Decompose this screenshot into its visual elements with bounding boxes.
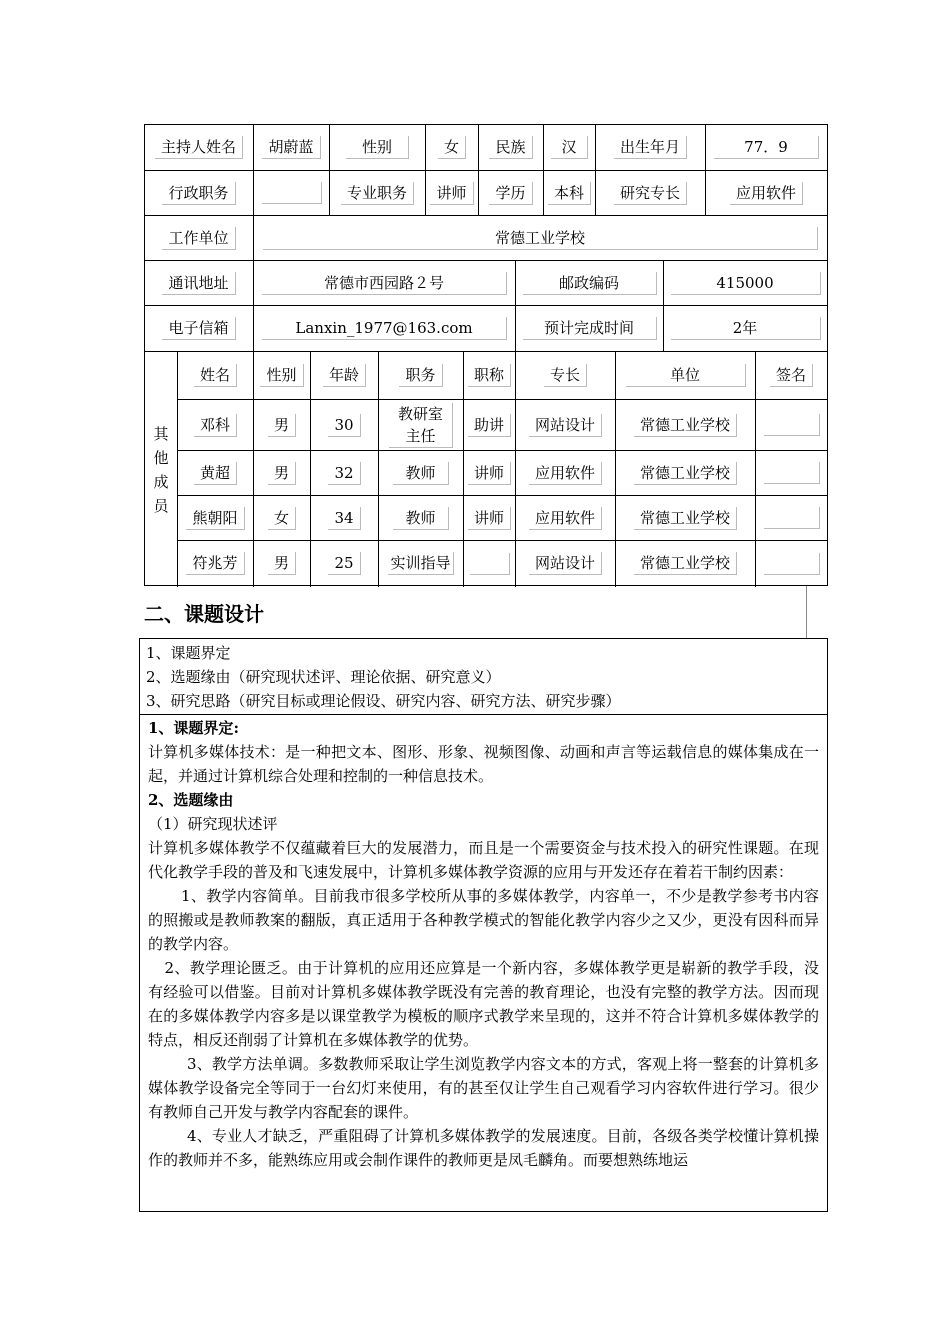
member-position: 实训指导 [379,541,463,586]
work-unit-label: 工作单位 [145,216,253,260]
member-specialty: 应用软件 [516,451,615,495]
member-age: 32 [311,451,378,495]
prof-title-value: 讲师 [426,171,478,215]
admin-title-label: 行政职务 [145,171,253,215]
member-age: 25 [311,541,378,586]
gender-value: 女 [426,125,478,170]
member-signature [756,451,827,495]
member-signature [756,496,827,540]
member-unit: 常德工业学校 [616,496,755,540]
member-header-age: 年龄 [311,352,378,399]
completion-value: 2年 [664,306,827,351]
education-label: 学历 [479,171,543,215]
member-header-signature: 签名 [756,352,827,399]
member-position: 教师 [379,451,463,495]
member-signature [756,400,827,450]
ethnicity-value: 汉 [544,125,595,170]
host-name-label: 主持人姓名 [145,125,253,170]
paragraph: 计算机多媒体教学不仅蕴藏着巨大的发展潜力，而且是一个需要资金与技术投入的研究性课题。在现代化教学手段的普及和飞速发展中，计算机多媒体教学资源的应用与开发还存在着若干制约因素： [148,839,819,881]
member-position: 教研室主任 [379,400,463,450]
prof-title-label: 专业职务 [330,171,425,215]
member-rank: 讲师 [464,451,515,495]
divider [806,586,807,638]
paragraph: 计算机多媒体技术：是一种把文本、图形、形象、视频图像、动画和声言等运载信息的媒体集成在一起，并通过计算机综合处理和控制的一种信息技术。 [148,743,819,785]
specialty-label: 研究专长 [596,171,705,215]
member-unit: 常德工业学校 [616,451,755,495]
design-outline [140,639,827,715]
member-gender: 男 [254,400,310,450]
member-name: 黄超 [178,451,253,495]
member-header-specialty: 专长 [516,352,615,399]
member-header-unit: 单位 [616,352,755,399]
project-info-table [144,124,828,586]
address-label: 通讯地址 [145,261,253,305]
member-header-gender: 性别 [254,352,310,399]
members-side-label: 其他成员 [153,425,169,515]
postcode-value: 415000 [664,261,827,305]
address-value: 常德市西园路２号 [254,261,515,305]
member-gender: 女 [254,496,310,540]
completion-label: 预计完成时间 [516,306,663,351]
specialty-value: 应用软件 [706,171,827,215]
member-rank: 助讲 [464,400,515,450]
design-content [140,716,827,1172]
host-name-value: 胡蔚蓝 [254,125,329,170]
section-title: 二、课题设计 [144,602,264,626]
ethnicity-label: 民族 [479,125,543,170]
member-name: 符兆芳 [178,541,253,586]
paragraph: 1、教学内容简单。目前我市很多学校所从事的多媒体教学，内容单一，不少是教学参考书内容的照搬或是教师教案的翻版，真正适用于各种教学模式的智能化教学内容少之又少，更没有因科而异的教学内容。 [148,887,819,953]
birth-label: 出生年月 [596,125,705,170]
member-name: 熊朝阳 [178,496,253,540]
member-position: 教师 [379,496,463,540]
member-specialty: 网站设计 [516,400,615,450]
heading-reason: 2、选题缘由 [148,791,234,809]
birth-value: 77．9 [706,125,827,170]
member-rank [464,541,515,586]
member-age: 30 [311,400,378,450]
member-rank: 讲师 [464,496,515,540]
member-unit: 常德工业学校 [616,400,755,450]
member-specialty: 网站设计 [516,541,615,586]
education-value: 本科 [544,171,595,215]
member-age: 34 [311,496,378,540]
member-unit: 常德工业学校 [616,541,755,586]
email-label: 电子信箱 [145,306,253,351]
member-header-position: 职务 [379,352,463,399]
subheading: （1）研究现状述评 [148,815,278,833]
member-gender: 男 [254,541,310,586]
admin-title-value [254,171,329,215]
postcode-label: 邮政编码 [516,261,663,305]
design-box [139,638,828,1212]
member-name: 邓科 [178,400,253,450]
paragraph: 4、专业人才缺乏，严重阻碍了计算机多媒体教学的发展速度。目前，各级各类学校懂计算机操作的教师并不多，能熟练应用或会制作课件的教师更是凤毛麟角。而要想熟练地运 [148,1127,819,1169]
member-header-name: 姓名 [178,352,253,399]
heading-definition: 1、课题界定: [148,719,239,737]
paragraph: 3、教学方法单调。多数教师采取让学生浏览教学内容文本的方式，客观上将一整套的计算机多媒体教学设备完全等同于一台幻灯来使用，有的甚至仅让学生自己观看学习内容软件进行学习。很少有教师自己开发与教学内容配套的课件。 [148,1055,819,1121]
gender-label: 性别 [330,125,425,170]
member-specialty: 应用软件 [516,496,615,540]
member-gender: 男 [254,451,310,495]
work-unit-value: 常德工业学校 [254,216,827,260]
member-header-rank: 职称 [464,352,515,399]
outline-item: 3、研究思路（研究目标或理论假设、研究内容、研究方法、研究步骤） [146,692,621,710]
email-value: Lanxin_1977@163.com [254,306,515,351]
member-signature [756,541,827,586]
paragraph: 2、教学理论匮乏。由于计算机的应用还应算是一个新内容，多媒体教学更是崭新的教学手段，没有经验可以借鉴。目前对计算机多媒体教学既没有完善的教育理论，也没有完整的教学方法。因而现在的多媒体教学内容多是以课堂教学为模板的顺序式教学来呈现的，这并不符合计算机多媒体教学的特点，相反还削弱了计算机在多媒体教学的优势。 [148,959,819,1049]
outline-item: 2、选题缘由（研究现状述评、理论依据、研究意义） [146,668,501,686]
outline-item: 1、课题界定 [146,644,231,662]
